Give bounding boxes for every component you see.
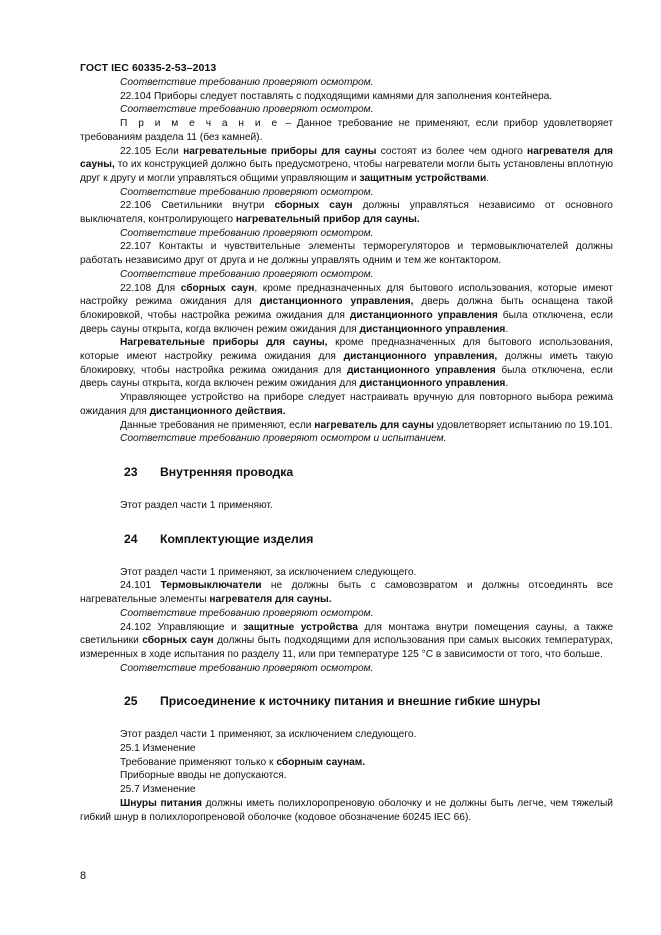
clause-22-105: [80, 145, 613, 186]
compliance-note: Соответствие требованию проверяют осмотром.: [120, 104, 374, 116]
section-24-intro: Этот раздел части 1 применяют, за исключением следующего.: [120, 566, 417, 578]
compliance-note: Соответствие требованию проверяют осмотром.: [120, 607, 374, 619]
clause-22-108: [80, 282, 613, 337]
text-run: кроме предназначенных для бытового использования, которые имеют настройку режима ожидания для: [80, 337, 613, 363]
clause-25-1: 25.1 Изменение: [120, 743, 196, 755]
text-run: 22.108 Для: [120, 282, 181, 294]
text-run: 24.101: [120, 580, 161, 592]
term-bold: сборных саун: [142, 635, 214, 647]
section-heading-25: [80, 693, 613, 709]
exemption-paragraph: [80, 419, 613, 433]
text-run: 22.105 Если: [120, 145, 184, 157]
section-23-text: Этот раздел части 1 применяют.: [120, 499, 273, 511]
section-title: Внутренняя проводка: [160, 464, 294, 479]
clause-22-104: 22.104 Приборы следует поставлять с подходящими камнями для заполнения контейнера.: [120, 90, 553, 102]
text-run: .: [505, 323, 509, 335]
term-bold: сборным саунам.: [276, 756, 366, 768]
section-number: 25: [124, 694, 138, 709]
term-bold: дистанционного управления,: [343, 351, 498, 363]
text-run: должны иметь полихлоропреновую оболочку и не должны быть легче, чем тяжелый гибкий шнур в полихлоропреновой оболочке (кодовое обозначение 60245 IEC 66).: [80, 797, 614, 823]
term-bold: нагревательные приборы для сауны: [183, 145, 377, 157]
term-bold: дистанционного управления: [359, 323, 506, 335]
text-run: должны быть подходящими для использования при самых высоких температурах, измеренных в ходе испытания по разделу 11, или при температуре 125 °С в зависимости от того, что больше.: [80, 635, 613, 660]
clause-24-101: [80, 579, 613, 606]
appliance-inlets-paragraph: Приборные вводы не допускаются.: [120, 770, 287, 782]
document-body: [80, 76, 613, 824]
term-bold: дистанционного управления,: [259, 296, 414, 308]
text-run: .: [505, 378, 509, 390]
clause-24-102: [80, 621, 613, 662]
text-run: 24.102 Управляющие и: [120, 621, 244, 633]
term-bold: нагревателя для сауны,: [80, 145, 613, 171]
term-bold: Термовыключатели: [160, 580, 262, 592]
text-run: удовлетворяет испытанию по 19.101.: [433, 419, 613, 431]
term-bold: нагревательный прибор для сауны.: [235, 214, 420, 226]
control-device-paragraph: [80, 391, 613, 418]
compliance-note: Соответствие требованию проверяют осмотром и испытанием.: [120, 433, 447, 445]
heaters-paragraph: [80, 336, 613, 391]
term-bold: Нагревательные приборы для сауны,: [120, 337, 328, 349]
text-run: , кроме предназначенных для бытового использования, которые имеют настройку режима ожидания для: [80, 282, 613, 308]
section-number: 24: [124, 531, 138, 546]
term-bold: защитным устройствами: [359, 172, 487, 184]
document-header: ГОСТ IEC 60335-2-53–2013: [80, 62, 217, 74]
term-bold: дистанционного управления: [359, 378, 506, 390]
text-run: Управляющее устройство на приборе следует настраивать вручную для повторного выбора режима ожидания для: [80, 392, 613, 417]
term-bold: сборных саун: [180, 282, 255, 294]
text-run: Требование применяют только к: [120, 756, 277, 768]
section-25-intro: Этот раздел части 1 применяют, за исключением следующего.: [120, 729, 417, 741]
text-run: для монтажа внутри помещения сауны, а также светильники: [80, 621, 613, 647]
section-heading-24: [80, 531, 613, 547]
note-text: – Данное требование не применяют, если прибор удовлетворяет требованиям раздела 11 (без камней).: [80, 118, 613, 143]
term-bold: нагреватель для сауны: [314, 419, 434, 431]
note-paragraph: [80, 117, 613, 144]
requirement-paragraph: [80, 756, 613, 770]
page-number: 8: [80, 870, 87, 882]
term-bold: Шнуры питания: [120, 797, 202, 809]
clause-22-106: [80, 199, 613, 226]
section-number: 23: [124, 464, 138, 479]
supply-cords-paragraph: [80, 797, 613, 824]
text-run: была отключена, если дверь сауны открыта, когда включен режим ожидания для: [80, 364, 613, 390]
text-run: состоят из более чем одного: [376, 145, 528, 157]
compliance-note: Соответствие требованию проверяют осмотром.: [120, 662, 374, 674]
text-run: должны управляться независимо от основного выключателя, контролирующего: [80, 200, 613, 226]
term-bold: защитные устройства: [243, 621, 358, 633]
compliance-note: Соответствие требованию проверяют осмотром.: [120, 186, 374, 198]
term-bold: дистанционного действия.: [149, 405, 286, 417]
term-bold: дистанционного управления: [349, 309, 498, 321]
text-run: должны иметь такую блокировку, чтобы настройка режима ожидания для: [80, 351, 613, 376]
text-run: была отключена, если дверь сауны открыта, когда включен режим ожидания для: [80, 309, 613, 335]
compliance-note: Соответствие требованию проверяют осмотром.: [120, 77, 374, 88]
text-run: .: [486, 172, 490, 184]
text-run: дверь должна быть оснащена такой блокировкой, чтобы настройка режима ожидания для: [80, 296, 613, 321]
clause-25-7: 25.7 Изменение: [120, 784, 196, 796]
section-title: Присоединение к источнику питания и внешние гибкие шнуры: [160, 694, 541, 709]
term-bold: дистанционного управления: [346, 364, 496, 376]
term-bold: нагревателя для сауны.: [209, 594, 332, 606]
compliance-note: Соответствие требованию проверяют осмотром.: [120, 227, 374, 239]
section-title: Комплектующие изделия: [160, 531, 314, 546]
text-run: 22.106 Светильники внутри: [120, 200, 275, 212]
term-bold: сборных саун: [274, 200, 353, 212]
text-run: то их конструкцией должно быть предусмотрено, чтобы нагреватели могли быть установлены вплотную друг к другу и могли управляться общими управляющим и: [80, 159, 613, 184]
text-run: Данные требования не применяют, если: [120, 419, 315, 431]
compliance-note: Соответствие требованию проверяют осмотром.: [120, 268, 374, 280]
text-run: не должны быть с самовозвратом и должны отсоединять все нагревательные элементы: [80, 580, 613, 606]
clause-22-107: 22.107 Контакты и чувствительные элементы терморегуляторов и термовыключателей должны работать независимо друг от друга и не должны управлять одним и тем же контактором.: [80, 241, 613, 267]
note-label: П р и м е ч а н и е: [120, 118, 280, 130]
section-heading-23: [80, 464, 613, 480]
